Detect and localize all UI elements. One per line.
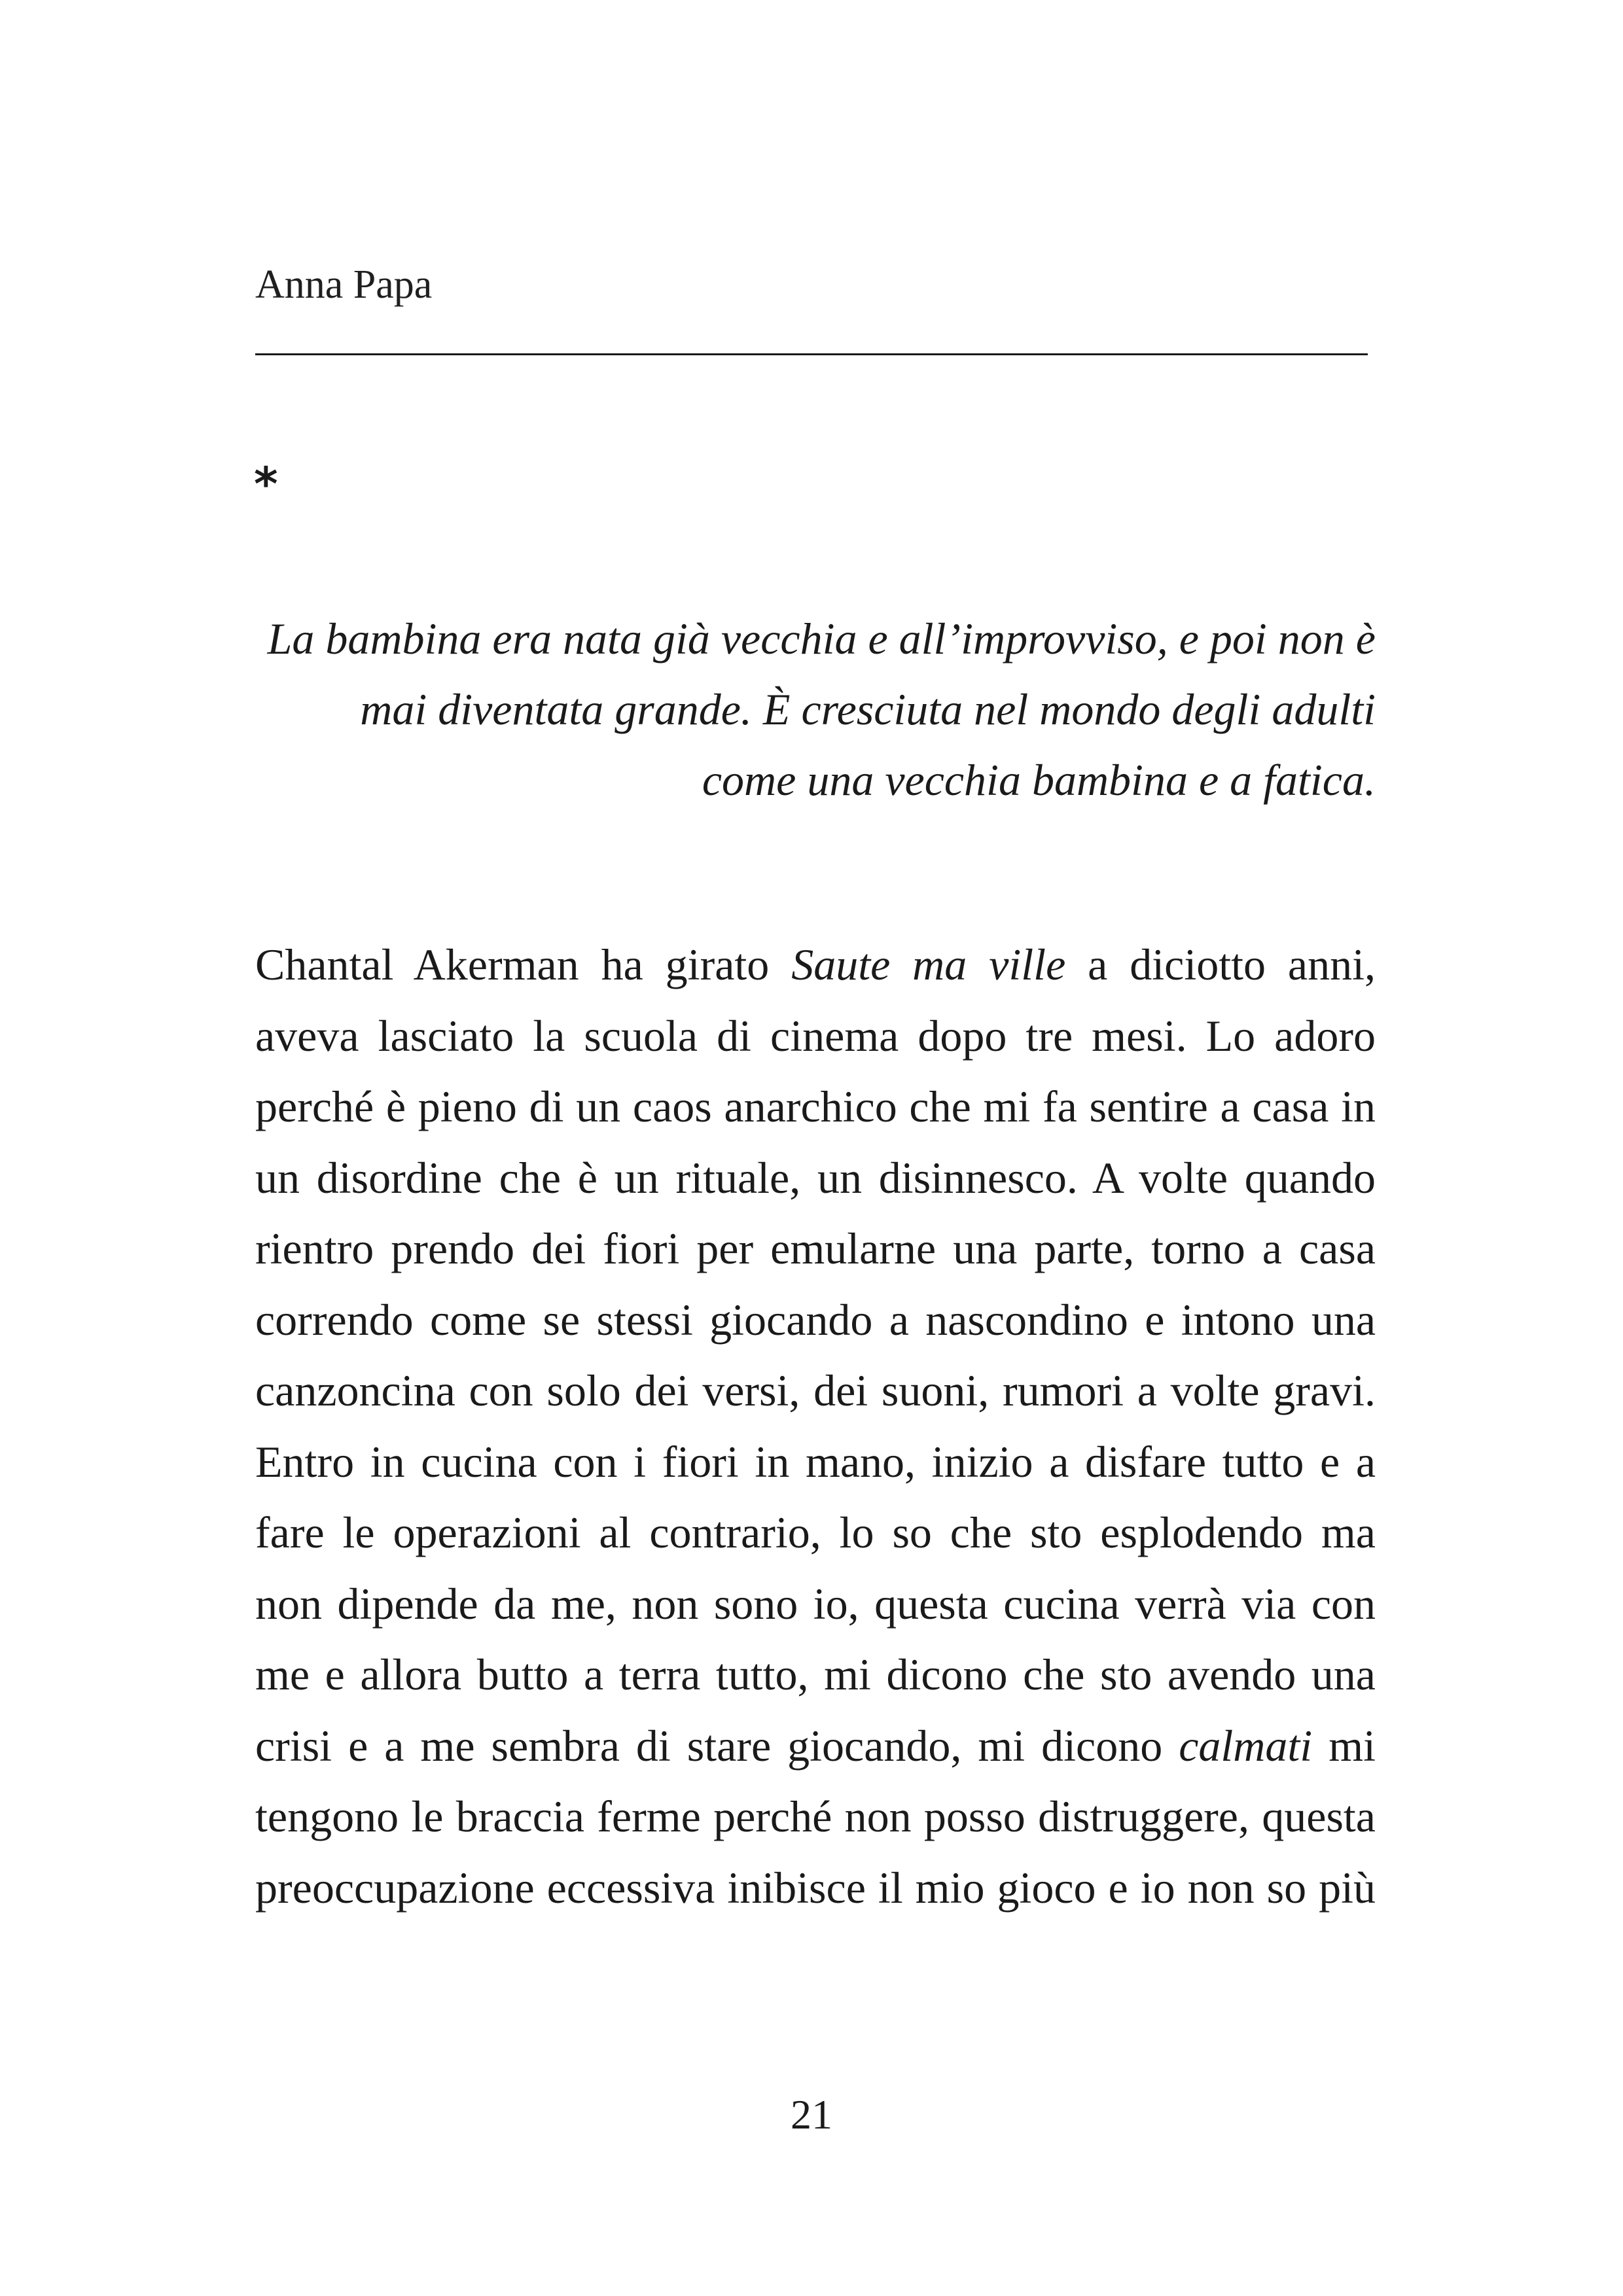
body-paragraph — [255, 929, 1376, 1923]
epigraph — [255, 603, 1376, 815]
body-line: preoccupazione eccessiva inibisce il mio gioco e io non so più — [255, 1862, 1376, 1913]
body-line: un disordine che è un rituale, un disinnesco. A volte quando — [255, 1152, 1376, 1203]
body-line: perché è pieno di un caos anarchico che mi fa sentire a casa in — [255, 1082, 1376, 1131]
body-text-run: crisi e a me sembra di stare giocando, mi dicono — [255, 1720, 1179, 1771]
body-line — [255, 1710, 1376, 1782]
body-line — [255, 929, 1376, 1000]
body-text-run: mi — [1312, 1720, 1376, 1771]
epigraph-line: mai diventata grande. È cresciuta nel mondo degli adulti — [360, 684, 1376, 734]
body-line: rientro prendo dei fiori per emularne una parte, torno a casa — [255, 1224, 1376, 1273]
body-line: fare le operazioni al contrario, lo so che sto esplodendo ma — [255, 1508, 1376, 1557]
body-line: Entro in cucina con i fiori in mano, inizio a disfare tutto e a — [255, 1436, 1376, 1487]
epigraph-line: come una vecchia bambina e a fatica. — [702, 755, 1376, 805]
film-title-italic: Saute ma ville — [791, 940, 1066, 989]
body-text-run: a diciotto anni, — [1065, 940, 1376, 989]
header-divider — [255, 353, 1368, 355]
running-header-author: Anna Papa — [255, 262, 433, 307]
page-number: 21 — [791, 2091, 832, 2138]
section-asterisk: * — [254, 457, 278, 511]
body-text-run: Chantal Akerman ha girato — [255, 940, 792, 989]
body-line: non dipende da me, non sono io, questa cucina verrà via con — [255, 1578, 1376, 1629]
body-line: tengono le braccia ferme perché non posso distruggere, questa — [255, 1792, 1376, 1841]
calmati-italic: calmati — [1179, 1720, 1313, 1771]
epigraph-line: La bambina era nata già vecchia e all’improvviso, e poi non è — [267, 614, 1376, 663]
body-line: canzoncina con solo dei versi, dei suoni, rumori a volte gravi. — [255, 1366, 1376, 1415]
body-line: me e allora butto a terra tutto, mi dicono che sto avendo una — [255, 1650, 1376, 1699]
body-line: correndo come se stessi giocando a nascondino e intono una — [255, 1294, 1376, 1345]
body-line: aveva lasciato la scuola di cinema dopo tre mesi. Lo adoro — [255, 1010, 1376, 1061]
